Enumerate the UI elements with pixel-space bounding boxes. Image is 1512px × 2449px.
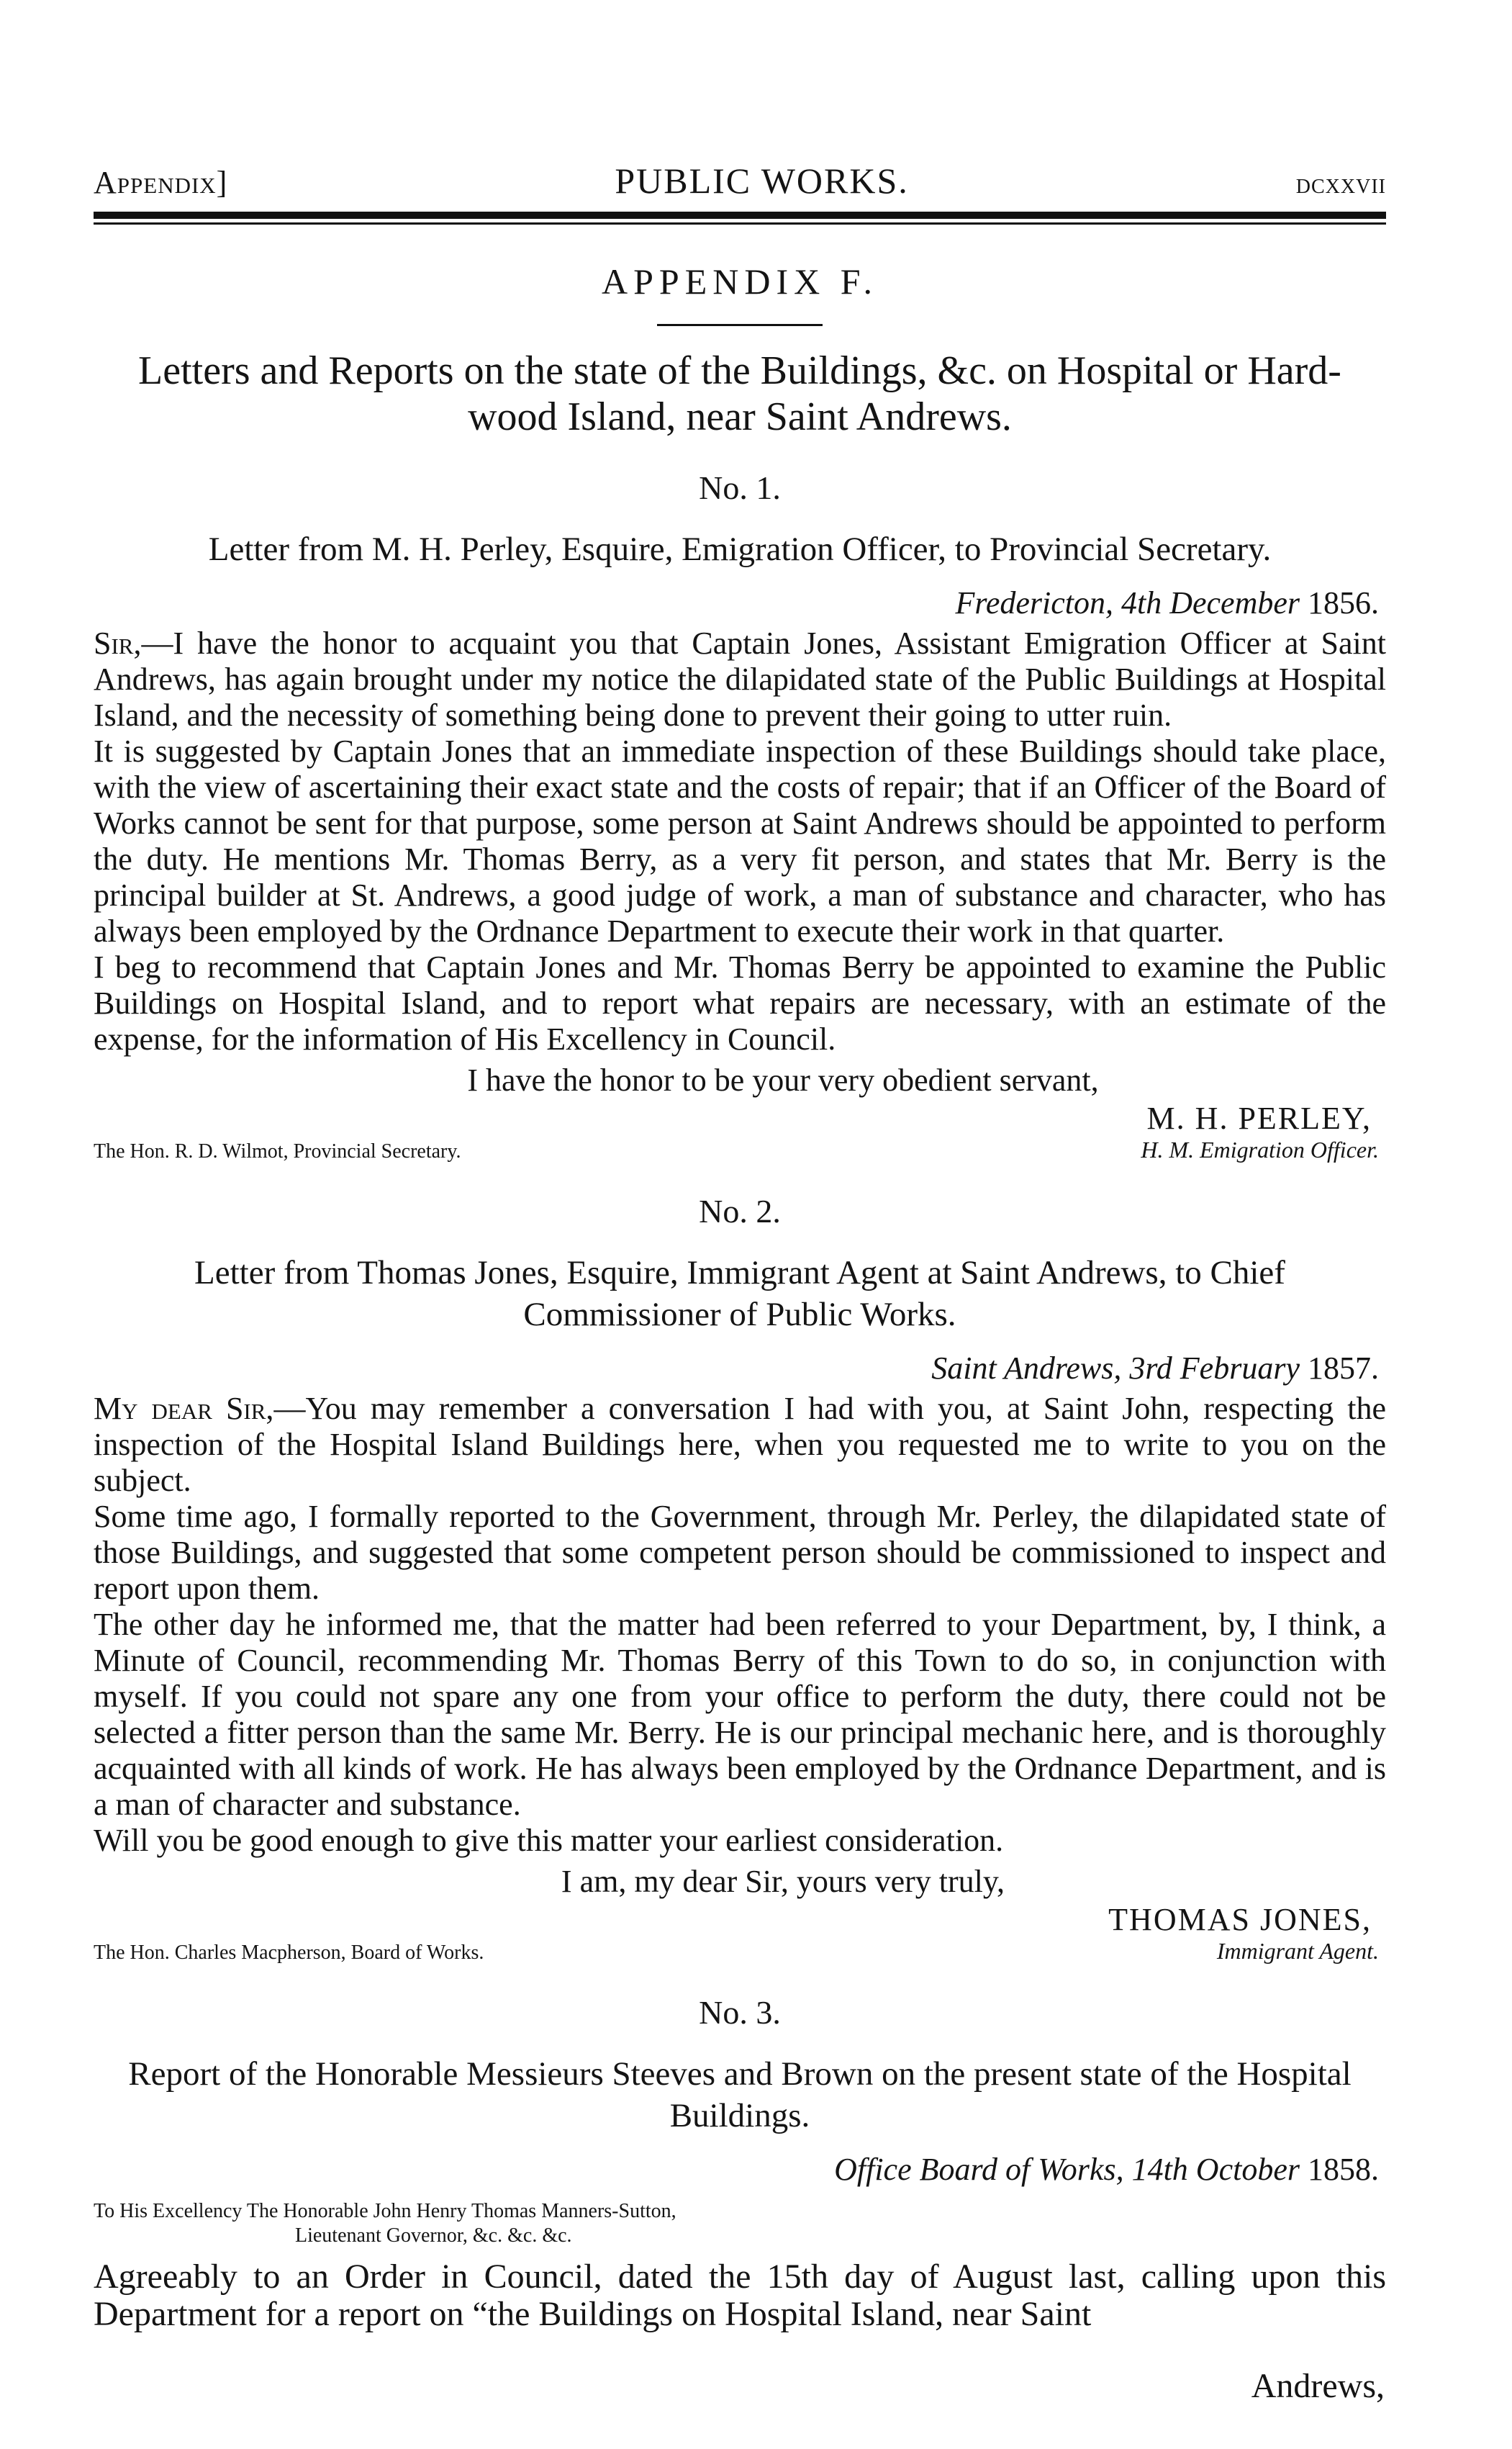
signature: M. H. PERLEY, bbox=[1146, 1101, 1372, 1136]
paragraph bbox=[94, 1391, 1386, 1499]
running-head-title: PUBLIC WORKS. bbox=[615, 161, 909, 201]
header-rule-thick bbox=[94, 212, 1386, 219]
letter-heading: Letter from Thomas Jones, Esquire, Immigrant Agent at Saint Andrews, to Chief Commissioner of Public Works. bbox=[194, 1254, 1285, 1333]
paragraph: The other day he informed me, that the matter had been referred to your Department, by, I think, a Minute of Council, recommending Mr. Thomas Berry of this Town to do so, in conjunction with myself. If you could not spare any one from your office to perform the duty, there could not be selected a fitter person than the same Mr. Berry. He is our principal mechanic here, and is thoroughly acquainted with all kinds of work. He has always been employed by the Ordnance Department, and is a man of character and substance. bbox=[94, 1607, 1386, 1822]
page-number: dcxxvii bbox=[1295, 167, 1386, 199]
dateline-place: Fredericton, 4th December bbox=[955, 585, 1300, 621]
recipient-block bbox=[94, 2199, 1386, 2248]
signatory-title: Immigrant Agent. bbox=[1216, 1938, 1379, 1964]
header-rule-thin bbox=[94, 222, 1386, 225]
addressee: The Hon. R. D. Wilmot, Provincial Secretary. bbox=[94, 1140, 461, 1163]
dateline-year: 1856. bbox=[1308, 585, 1379, 621]
paragraph: Will you be good enough to give this matter your earliest consideration. bbox=[94, 1823, 1004, 1858]
recipient-line: Lieutenant Governor, &c. &c. &c. bbox=[295, 2224, 572, 2247]
closing: I am, my dear Sir, yours very truly, bbox=[561, 1864, 1005, 1899]
signature: THOMAS JONES, bbox=[1108, 1902, 1372, 1937]
letter-3 bbox=[94, 1993, 1386, 2405]
salutation: Sir, bbox=[94, 626, 142, 661]
paragraph bbox=[94, 626, 1386, 734]
addressee-line bbox=[94, 1938, 1386, 1965]
letter-heading: Report of the Honorable Messieurs Steeves and Brown on the present state of the Hospital Buildings. bbox=[128, 2055, 1352, 2134]
addressee: The Hon. Charles Macpherson, Board of Works. bbox=[94, 1941, 484, 1964]
title-rule bbox=[657, 324, 823, 326]
closing: I have the honor to be your very obedient servant, bbox=[467, 1063, 1099, 1098]
addressee-line bbox=[94, 1137, 1386, 1163]
letter-number: No. 3. bbox=[699, 1994, 781, 2031]
dateline-year: 1857. bbox=[1308, 1350, 1379, 1386]
letter-1 bbox=[94, 469, 1386, 1163]
paragraph: Agreeably to an Order in Council, dated the 15th day of August last, calling upon this Department for a report on “the Buildings on Hospital Island, near Saint bbox=[94, 2258, 1386, 2333]
dateline-year: 1858. bbox=[1308, 2152, 1379, 2187]
paragraph: Some time ago, I formally reported to the Government, through Mr. Perley, the dilapidated state of those Buildings, and suggested that some competent person should be commissioned to inspect and report upon them. bbox=[94, 1499, 1386, 1606]
running-head-left: Appendix] bbox=[94, 165, 228, 200]
paragraph-text: —You may remember a conversation I had with you, at Saint John, respecting the inspection of the Hospital Island Buildings here, when you requested me to write to you on the subject. bbox=[94, 1391, 1386, 1498]
dateline bbox=[94, 1350, 1386, 1386]
signatory-title: H. M. Emigration Officer. bbox=[1141, 1137, 1379, 1163]
letter-number: No. 1. bbox=[699, 469, 781, 506]
paragraph: It is suggested by Captain Jones that an immediate inspection of these Buildings should take place, with the view of ascertaining their exact state and the costs of repair; that if an Officer of the Board of Works cannot be sent for that purpose, some person at Saint Andrews should be appointed to perform the duty. He mentions Mr. Thomas Berry, as a very fit person, and states that Mr. Berry is the principal builder at St. Andrews, a good judge of work, a man of substance and character, who has always been employed by the Ordnance Department to execute their work in that quarter. bbox=[94, 734, 1386, 949]
dateline-place: Saint Andrews, 3rd February bbox=[931, 1350, 1300, 1386]
running-head bbox=[94, 160, 1386, 202]
main-title: Letters and Reports on the state of the Buildings, &c. on Hospital or Hard-wood Island, near Saint Andrews. bbox=[138, 348, 1341, 439]
appendix-title: APPENDIX F. bbox=[601, 261, 879, 302]
letter-number: No. 2. bbox=[699, 1193, 781, 1230]
paragraph: I beg to recommend that Captain Jones and Mr. Thomas Berry be appointed to examine the Public Buildings on Hospital Island, and to report what repairs are necessary, with an estimate of the expense, for the information of His Excellency in Council. bbox=[94, 950, 1386, 1057]
paragraph-continuation: Andrews, bbox=[1251, 2367, 1385, 2405]
dateline bbox=[94, 2151, 1386, 2188]
dateline bbox=[94, 585, 1386, 621]
dateline-place: Office Board of Works, 14th October bbox=[834, 2152, 1300, 2187]
letter-2 bbox=[94, 1192, 1386, 1965]
salutation: My dear Sir, bbox=[94, 1391, 274, 1426]
paragraph-text: —I have the honor to acquaint you that Captain Jones, Assistant Emigration Officer at Saint Andrews, has again brought under my notice the dilapidated state of the Public Buildings at Hospital Island, and the necessity of something being done to prevent their going to utter ruin. bbox=[94, 626, 1386, 733]
recipient-line: To His Excellency The Honorable John Henry Thomas Manners-Sutton, bbox=[94, 2200, 676, 2222]
letter-heading: Letter from M. H. Perley, Esquire, Emigration Officer, to Provincial Secretary. bbox=[208, 531, 1272, 568]
